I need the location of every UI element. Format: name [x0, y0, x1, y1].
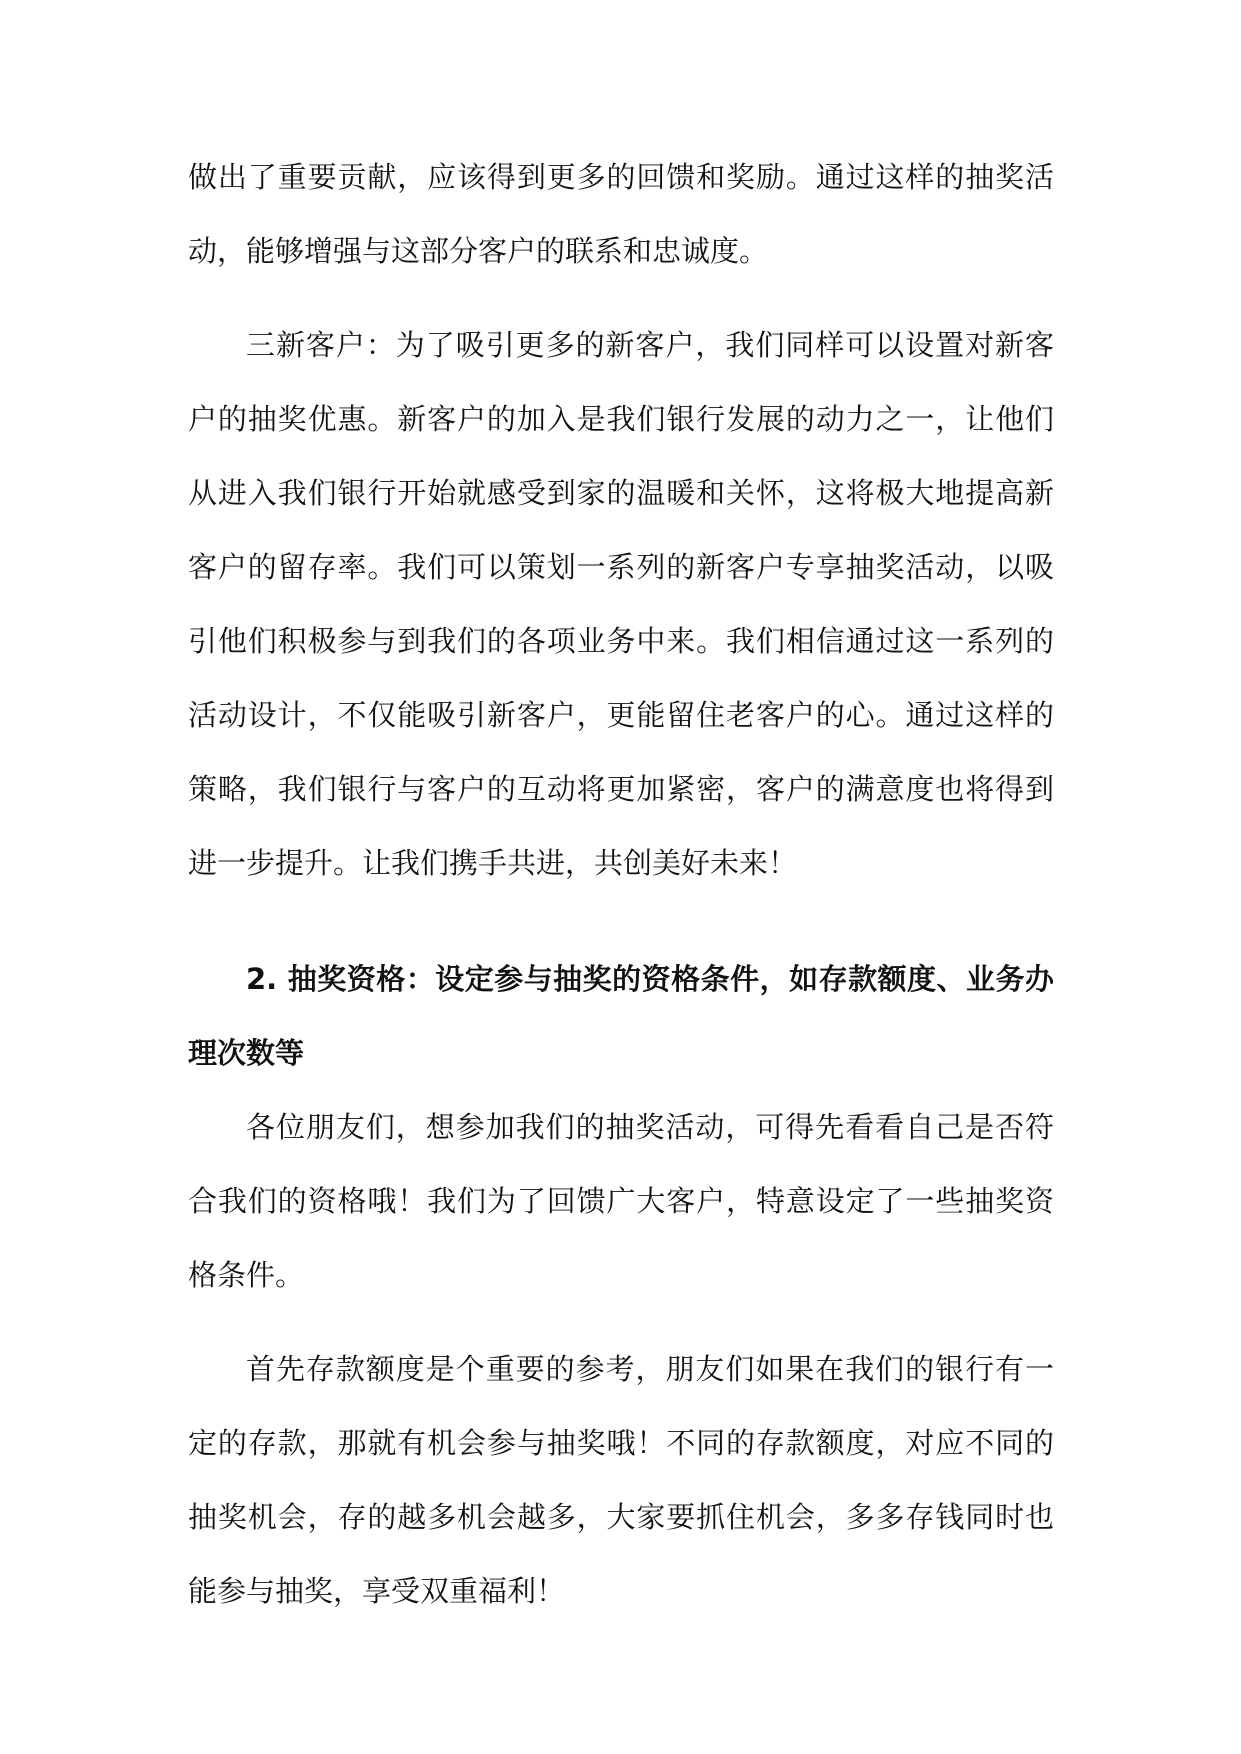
paragraph-continuation: 做出了重要贡献，应该得到更多的回馈和奖励。通过这样的抽奖活动，能够增强与这部分客户的联系和忠诚度。: [188, 160, 1054, 268]
section-heading: 2. 抽奖资格：设定参与抽奖的资格条件，如存款额度、业务办理次数等: [188, 962, 1054, 1070]
paragraph-spacer: [188, 900, 1054, 920]
paragraph-eligibility-intro: 各位朋友们，想参加我们的抽奖活动，可得先看看自己是否符合我们的资格哦！我们为了回馈广大客户，特意设定了一些抽奖资格条件。: [188, 1110, 1054, 1292]
paragraph-new-customers: 三新客户：为了吸引更多的新客户，我们同样可以设置对新客户的抽奖优惠。新客户的加入是我们银行发展的动力之一，让他们从进入我们银行开始就感受到家的温暖和关怀，这将极大地提高新客户的留存率。我们可以策划一系列的新客户专享抽奖活动，以吸引他们积极参与到我们的各项业务中来。我们相信通过这一系列的活动设计，不仅能吸引新客户，更能留住老客户的心。通过这样的策略，我们银行与客户的互动将更加紧密，客户的满意度也将得到进一步提升。让我们携手共进，共创美好未来！: [188, 328, 1054, 880]
paragraph-spacer: [188, 288, 1054, 308]
paragraph-spacer: [188, 1312, 1054, 1332]
paragraph-deposit-amount: 首先存款额度是个重要的参考，朋友们如果在我们的银行有一定的存款，那就有机会参与抽奖哦！不同的存款额度，对应不同的抽奖机会，存的越多机会越多，大家要抓住机会，多多存钱同时也能参与抽奖，享受双重福利！: [188, 1352, 1054, 1608]
document-body: [188, 140, 1054, 1628]
